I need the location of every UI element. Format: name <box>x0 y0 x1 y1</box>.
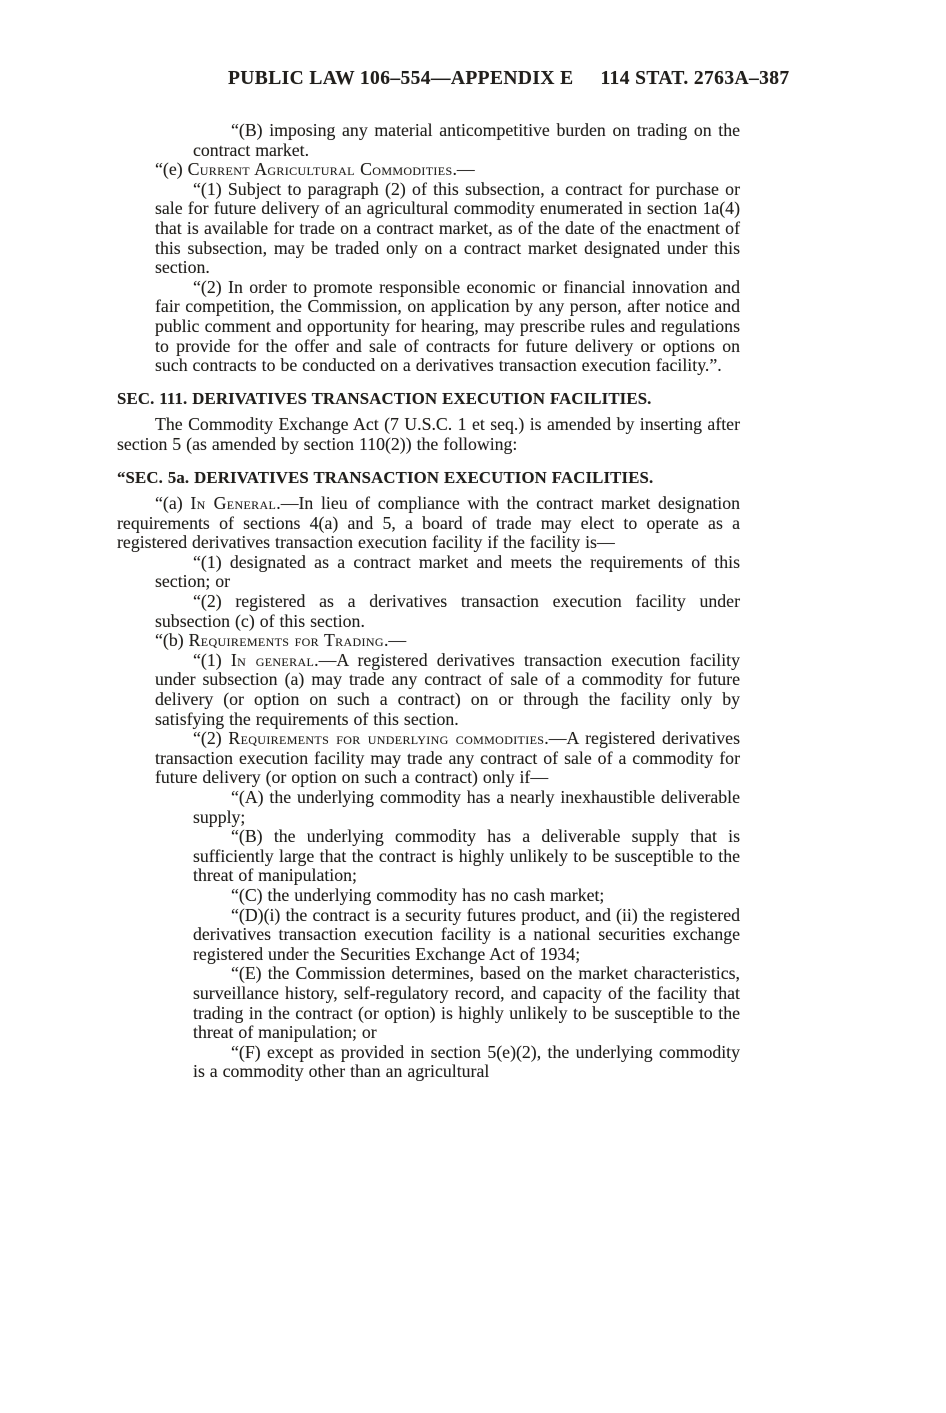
section-heading <box>117 389 740 409</box>
text-run: .—A registered derivatives transaction execution facility may trade any contract of sale of a commodity for future delivery (or option on such a contract) only if— <box>155 728 740 788</box>
text-run: “(b) <box>155 630 189 651</box>
text-run: “SEC. 5a. DERIVATIVES TRANSACTION EXECUTION FACILITIES. <box>117 467 654 487</box>
law-title: PUBLIC LAW 106–554—APPENDIX E <box>228 68 574 89</box>
statute-paragraph <box>117 1043 740 1082</box>
text-run: “(2) registered as a derivatives transaction execution facility under subsection (c) of this section. <box>155 591 740 631</box>
text-run: SEC. 111. DERIVATIVES TRANSACTION EXECUTION FACILITIES. <box>117 388 652 408</box>
statute-paragraph <box>117 651 740 729</box>
small-caps-run: Requirements for Trading <box>188 630 384 651</box>
statute-paragraph <box>117 415 740 454</box>
section-heading <box>117 468 740 488</box>
statute-paragraph <box>117 180 740 278</box>
text-run: “(C) the underlying commodity has no cash market; <box>231 884 605 905</box>
statute-paragraph <box>117 788 740 827</box>
text-run: “(1) designated as a contract market and meets the requirements of this section; or <box>155 551 740 592</box>
text-run: “(a) <box>155 493 191 514</box>
text-run: .—A registered derivatives transaction execution facility under subsection (a) may trade any contract of sale of a commodity for future delivery (or option on such a contract) on or through the facility only by satisfying the requirements of this section. <box>155 649 740 729</box>
statute-paragraph <box>117 827 740 886</box>
text-run: “(1) <box>193 649 231 670</box>
statute-paragraph <box>117 886 740 906</box>
text-run: “(D)(i) the contract is a security futures product, and (ii) the registered derivatives transaction execution facility is a national securities exchange registered under the Securities Exchange Act of 1934; <box>193 904 740 964</box>
statute-paragraph <box>117 906 740 965</box>
text-run: “(1) Subject to paragraph (2) of this subsection, a contract for purchase or sale for future delivery of an agricultural commodity enumerated in section 1a(4) that is available for trade on a contract market, as of the date of the enactment of this subsection, may be traded only on a contract market designated under this section. <box>155 178 740 278</box>
statute-paragraph <box>117 553 740 592</box>
small-caps-run: In general <box>230 649 315 670</box>
running-head <box>228 68 790 90</box>
statute-paragraph <box>117 160 740 180</box>
text-run: “(B) the underlying commodity has a deliverable supply that is sufficiently large that the contract is highly unlikely to be susceptible to the threat of manipulation; <box>193 826 740 886</box>
text-run: “(B) imposing any material anticompetitive burden on trading on the contract market. <box>193 120 740 160</box>
text-run: “(e) <box>155 159 188 180</box>
text-run: “(2) In order to promote responsible economic or financial innovation and fair competition, the Commission, on application by any person, after notice and public comment and opportunity for hearing, may prescribe rules and regulations to provide for the offer and sale of contracts for future delivery or options on such contracts to be conducted on a derivatives transaction execution facility.”. <box>155 276 740 376</box>
small-caps-run: Current Agricultural Commodities <box>187 159 453 180</box>
statute-paragraph <box>117 964 740 1042</box>
statute-paragraph <box>117 592 740 631</box>
small-caps-run: Requirements for underlying commodities <box>228 728 545 749</box>
text-run: .— <box>383 630 407 651</box>
text-run: .— <box>452 159 475 180</box>
statute-text-column <box>117 121 740 1082</box>
statute-paragraph <box>117 631 740 651</box>
statute-paragraph <box>117 121 740 160</box>
text-run: .—In lieu of compliance with the contract market designation requirements of sections 4(a) and 5, a board of trade may elect to operate as a registered derivatives transaction execution facility if the facility is— <box>117 493 741 553</box>
stat-page-number: 114 STAT. 2763A–387 <box>600 68 790 89</box>
statute-paragraph <box>117 729 740 788</box>
text-run: “(F) except as provided in section 5(e)(2), the underlying commodity is a commodity other than an agricultural <box>193 1041 740 1082</box>
text-run: “(2) <box>193 728 229 749</box>
statute-paragraph <box>117 494 740 553</box>
statute-paragraph <box>117 278 740 376</box>
small-caps-run: In General <box>190 493 277 514</box>
text-run: The Commodity Exchange Act (7 U.S.C. 1 et seq.) is amended by inserting after section 5 (as amended by section 110(2)) the following: <box>117 414 740 454</box>
text-run: “(A) the underlying commodity has a nearly inexhaustible deliverable supply; <box>193 787 740 827</box>
text-run: “(E) the Commission determines, based on the market characteristics, surveillance history, self-regulatory record, and capacity of the facility that trading in the contract (or option) is highly unlikely to be susceptible to the threat of manipulation; or <box>193 963 740 1043</box>
